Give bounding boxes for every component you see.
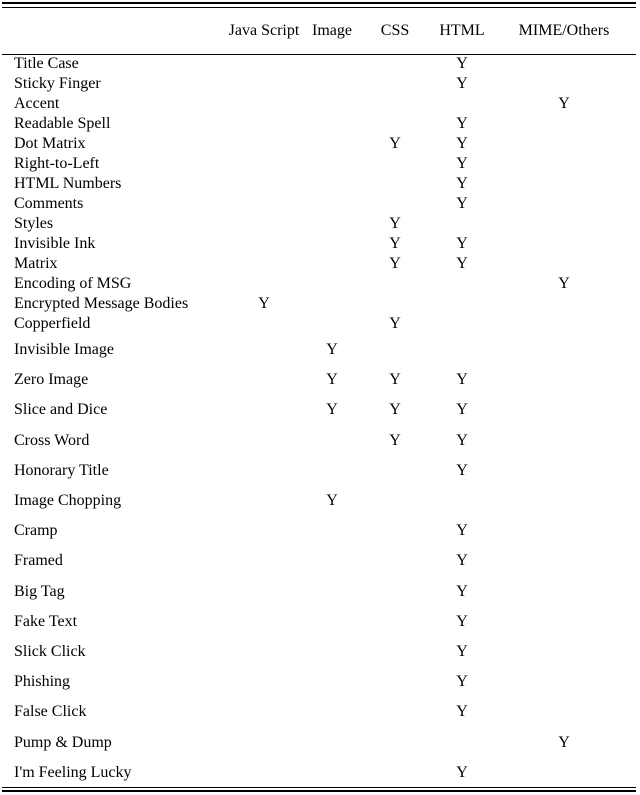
technique-name: Dot Matrix — [14, 135, 86, 152]
table-row — [2, 758, 636, 788]
cell-html: Y — [456, 612, 468, 630]
cell-html — [432, 214, 492, 234]
cell-html — [432, 314, 492, 334]
bottom-rule-thick — [2, 790, 636, 792]
technique-name: Image Chopping — [14, 492, 122, 510]
cell-html: Y — [456, 522, 468, 540]
cell-javascript — [222, 335, 306, 365]
cell-javascript — [222, 274, 306, 294]
technique-name: Invisible Image — [14, 341, 114, 359]
cell-html: Y — [456, 401, 468, 419]
table-row — [2, 154, 636, 174]
cell-css: Y — [389, 371, 401, 389]
technique-name: False Click — [14, 703, 87, 721]
cell-image: Y — [326, 371, 338, 389]
cell-image — [306, 546, 358, 576]
technique-name: HTML Numbers — [14, 175, 122, 192]
cell-mime-others — [492, 667, 636, 697]
cell-css: Y — [389, 235, 401, 252]
cell-image — [306, 154, 358, 174]
technique-table-body-spaced — [2, 335, 636, 788]
table-row — [2, 214, 636, 234]
table-row — [2, 365, 636, 395]
cell-image — [306, 607, 358, 637]
cell-css — [358, 94, 432, 114]
table-row — [2, 607, 636, 637]
cell-javascript — [222, 667, 306, 697]
table-row — [2, 426, 636, 456]
cell-javascript: Y — [258, 295, 270, 312]
technique-name: Encoding of MSG — [14, 275, 132, 292]
technique-name: Styles — [14, 215, 54, 232]
cell-mime-others — [492, 214, 636, 234]
cell-javascript — [222, 456, 306, 486]
cell-image — [306, 234, 358, 254]
cell-mime-others — [492, 577, 636, 607]
cell-css — [358, 174, 432, 194]
table-row — [2, 637, 636, 667]
table-row — [2, 697, 636, 727]
cell-image — [306, 637, 358, 667]
cell-html — [432, 335, 492, 365]
technique-table-body-compact — [2, 54, 636, 334]
technique-name: Pump & Dump — [14, 733, 112, 751]
cell-image — [306, 314, 358, 334]
cell-image — [306, 274, 358, 294]
technique-name: Phishing — [14, 673, 71, 691]
cell-css — [358, 274, 432, 294]
technique-name: Slice and Dice — [14, 401, 108, 419]
cell-mime-others — [492, 294, 636, 314]
cell-mime-others: Y — [558, 275, 570, 292]
header-javascript: Java Script — [228, 22, 300, 39]
cell-html: Y — [456, 55, 468, 72]
cell-javascript — [222, 637, 306, 667]
cell-css: Y — [389, 135, 401, 152]
cell-css: Y — [389, 315, 401, 332]
cell-html: Y — [456, 703, 468, 721]
cell-javascript — [222, 395, 306, 425]
technique-name: Matrix — [14, 255, 58, 272]
cell-image — [306, 667, 358, 697]
cell-mime-others — [492, 426, 636, 456]
table-row — [2, 114, 636, 134]
technique-name: Accent — [14, 95, 60, 112]
table-row — [2, 486, 636, 516]
table-row — [2, 194, 636, 214]
cell-javascript — [222, 194, 306, 214]
technique-name: Title Case — [14, 55, 79, 72]
cell-css — [358, 577, 432, 607]
cell-mime-others — [492, 114, 636, 134]
cell-image — [306, 254, 358, 274]
cell-javascript — [222, 134, 306, 154]
table-row — [2, 174, 636, 194]
cell-image — [306, 294, 358, 314]
technique-name: Big Tag — [14, 582, 65, 600]
cell-html — [432, 294, 492, 314]
table-row — [2, 314, 636, 334]
cell-css — [358, 294, 432, 314]
cell-image — [306, 697, 358, 727]
cell-css — [358, 516, 432, 546]
cell-html: Y — [456, 552, 468, 570]
cell-image — [306, 456, 358, 486]
cell-html: Y — [456, 371, 468, 389]
cell-javascript — [222, 607, 306, 637]
technique-name: Invisible Ink — [14, 235, 96, 252]
cell-mime-others — [492, 546, 636, 576]
cell-css — [358, 114, 432, 134]
cell-html — [432, 94, 492, 114]
cell-html: Y — [456, 155, 468, 172]
cell-javascript — [222, 94, 306, 114]
cell-image — [306, 758, 358, 788]
cell-css — [358, 335, 432, 365]
cell-javascript — [222, 254, 306, 274]
technique-name: Readable Spell — [14, 115, 111, 132]
cell-css — [358, 154, 432, 174]
table-row — [2, 335, 636, 365]
cell-css: Y — [389, 215, 401, 232]
cell-html: Y — [456, 763, 468, 781]
table-row — [2, 516, 636, 546]
cell-mime-others: Y — [558, 733, 570, 751]
cell-css — [358, 758, 432, 788]
cell-html: Y — [456, 582, 468, 600]
cell-image — [306, 94, 358, 114]
cell-css — [358, 637, 432, 667]
technique-name: I'm Feeling Lucky — [14, 763, 132, 781]
cell-mime-others: Y — [558, 95, 570, 112]
table-row — [2, 254, 636, 274]
cell-image — [306, 134, 358, 154]
cell-css — [358, 456, 432, 486]
table-row — [2, 395, 636, 425]
header-row — [2, 8, 636, 54]
cell-image — [306, 577, 358, 607]
cell-image — [306, 114, 358, 134]
table-row — [2, 727, 636, 757]
cell-javascript — [222, 314, 306, 334]
cell-javascript — [222, 54, 306, 74]
cell-mime-others — [492, 486, 636, 516]
cell-mime-others — [492, 234, 636, 254]
cell-image — [306, 426, 358, 456]
table-row — [2, 546, 636, 576]
cell-javascript — [222, 486, 306, 516]
cell-javascript — [222, 426, 306, 456]
cell-mime-others — [492, 395, 636, 425]
technique-name: Cross Word — [14, 431, 90, 449]
cell-css — [358, 486, 432, 516]
table-row — [2, 667, 636, 697]
cell-css — [358, 194, 432, 214]
cell-javascript — [222, 516, 306, 546]
cell-html: Y — [456, 195, 468, 212]
cell-image: Y — [326, 341, 338, 359]
cell-css: Y — [389, 255, 401, 272]
cell-html: Y — [456, 235, 468, 252]
header-image: Image — [312, 22, 352, 39]
cell-mime-others — [492, 365, 636, 395]
cell-css — [358, 727, 432, 757]
table-row — [2, 294, 636, 314]
cell-css — [358, 697, 432, 727]
cell-css: Y — [389, 401, 401, 419]
table-row — [2, 234, 636, 254]
cell-mime-others — [492, 516, 636, 546]
technique-name: Zero Image — [14, 371, 89, 389]
table-row — [2, 94, 636, 114]
cell-javascript — [222, 74, 306, 94]
cell-javascript — [222, 154, 306, 174]
cell-css — [358, 667, 432, 697]
cell-css — [358, 74, 432, 94]
cell-image: Y — [326, 401, 338, 419]
cell-html: Y — [456, 673, 468, 691]
cell-html — [432, 274, 492, 294]
bottom-rule-thin — [2, 787, 636, 788]
cell-mime-others — [492, 154, 636, 174]
cell-image — [306, 194, 358, 214]
cell-javascript — [222, 114, 306, 134]
cell-javascript — [222, 697, 306, 727]
cell-mime-others — [492, 607, 636, 637]
cell-image — [306, 74, 358, 94]
cell-html: Y — [456, 175, 468, 192]
table-row — [2, 577, 636, 607]
cell-html — [432, 486, 492, 516]
technique-name: Fake Text — [14, 612, 78, 630]
header-corner — [2, 8, 222, 54]
cell-javascript — [222, 577, 306, 607]
cell-mime-others — [492, 74, 636, 94]
cell-html: Y — [456, 135, 468, 152]
cell-mime-others — [492, 194, 636, 214]
cell-image — [306, 54, 358, 74]
cell-mime-others — [492, 637, 636, 667]
cell-mime-others — [492, 174, 636, 194]
cell-mime-others — [492, 335, 636, 365]
cell-mime-others — [492, 456, 636, 486]
cell-javascript — [222, 174, 306, 194]
cell-html: Y — [456, 431, 468, 449]
cell-css — [358, 607, 432, 637]
cell-html: Y — [456, 75, 468, 92]
table-row — [2, 274, 636, 294]
technique-name: Slick Click — [14, 642, 86, 660]
cell-image — [306, 516, 358, 546]
technique-name: Sticky Finger — [14, 75, 101, 92]
cell-javascript — [222, 758, 306, 788]
cell-javascript — [222, 214, 306, 234]
cell-mime-others — [492, 134, 636, 154]
header-mime-others: MIME/Others — [518, 22, 610, 39]
technique-name: Comments — [14, 195, 84, 212]
cell-html: Y — [456, 115, 468, 132]
cell-css: Y — [389, 431, 401, 449]
cell-image — [306, 727, 358, 757]
cell-html — [432, 727, 492, 757]
table-row — [2, 74, 636, 94]
technique-table — [2, 8, 636, 54]
cell-javascript — [222, 727, 306, 757]
header-html: HTML — [439, 22, 485, 39]
cell-mime-others — [492, 758, 636, 788]
cell-html: Y — [456, 461, 468, 479]
cell-css — [358, 546, 432, 576]
table-row — [2, 134, 636, 154]
technique-name: Copperfield — [14, 315, 91, 332]
top-rule-thick — [2, 2, 636, 4]
cell-image: Y — [326, 492, 338, 510]
header-css: CSS — [380, 22, 410, 39]
cell-javascript — [222, 234, 306, 254]
cell-html: Y — [456, 642, 468, 660]
cell-css — [358, 54, 432, 74]
technique-name: Encrypted Message Bodies — [14, 295, 189, 312]
technique-name: Honorary Title — [14, 461, 109, 479]
cell-javascript — [222, 365, 306, 395]
technique-name: Framed — [14, 552, 63, 570]
cell-html: Y — [456, 255, 468, 272]
cell-mime-others — [492, 254, 636, 274]
cell-mime-others — [492, 697, 636, 727]
technique-name: Right-to-Left — [14, 155, 100, 172]
technique-name: Cramp — [14, 522, 58, 540]
cell-javascript — [222, 546, 306, 576]
cell-mime-others — [492, 54, 636, 74]
cell-image — [306, 174, 358, 194]
cell-image — [306, 214, 358, 234]
cell-mime-others — [492, 314, 636, 334]
table-row — [2, 54, 636, 74]
table-row — [2, 456, 636, 486]
